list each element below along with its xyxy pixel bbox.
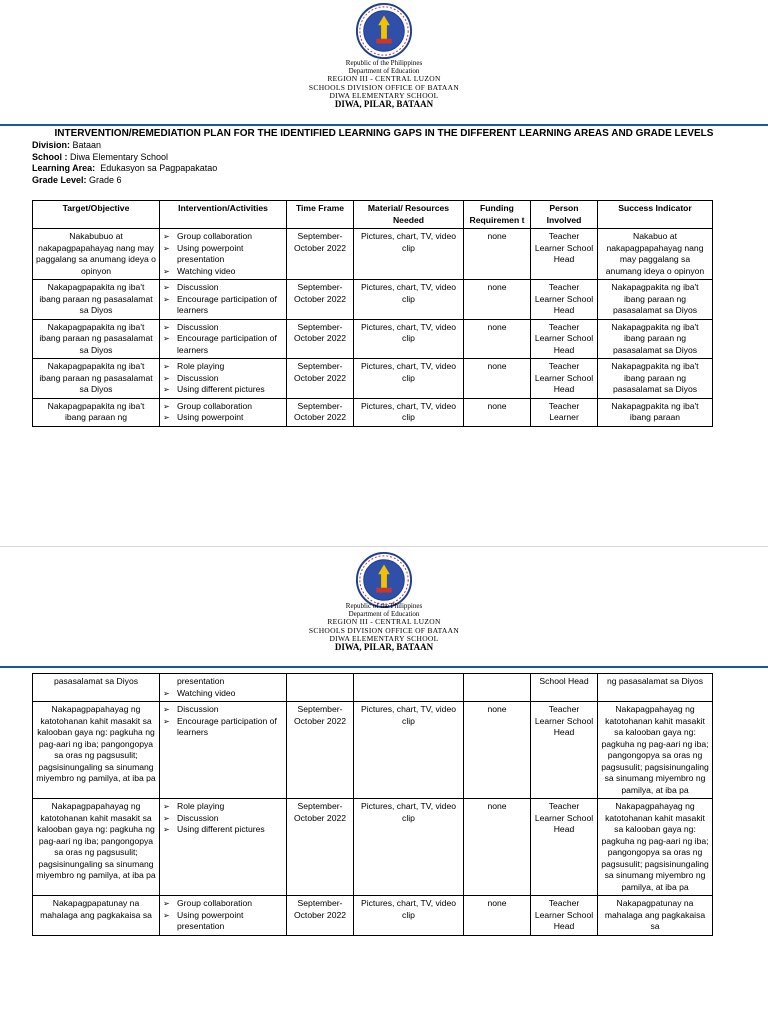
table-row [33, 229, 713, 280]
header-funding: Funding Requiremen t [464, 201, 531, 229]
deped-seal-logo [355, 551, 413, 609]
grade-level-row [32, 175, 217, 187]
interventions-cell [160, 799, 287, 896]
department-line: Department of Education [348, 609, 420, 618]
region-line: REGION III - CENTRAL LUZON [327, 74, 441, 84]
header-divider [0, 666, 768, 668]
persons-cell: Teacher Learner [531, 398, 598, 426]
materials-cell: Pictures, chart, TV, video clip [354, 280, 464, 320]
materials-cell: Pictures, chart, TV, video clip [354, 799, 464, 896]
header-time-frame: Time Frame [287, 201, 354, 229]
intervention-item: ➢ Discussion [163, 282, 283, 294]
intervention-item: ➢ Using powerpoint [163, 412, 283, 424]
intervention-item: ➢ Encourage participation of learners [163, 333, 283, 356]
target-objective-cell: Nakapagpapatunay na mahalaga ang pagkakaisa sa [33, 896, 160, 936]
interventions-cell [160, 674, 287, 702]
target-objective-cell: Nakapagpapakita ng iba't ibang paraan ng pasasalamat sa Diyos [33, 319, 160, 359]
plan-table-page-1 [32, 200, 713, 427]
interventions-list [163, 322, 283, 357]
school-line: DIWA ELEMENTARY SCHOOL [329, 90, 439, 100]
school-row [32, 152, 217, 164]
intervention-item: ➢ Encourage participation of learners [163, 716, 283, 739]
target-objective-cell: Nakapagpapahayag ng katotohanan kahit masakit sa kalooban gaya ng: pagkuha ng pag-aari ng iba; pangongopya sa oras ng pagsusulit; pagsisinungaling sa sinumang miyembro ng pamilya, at iba pa [33, 702, 160, 799]
intervention-item: ➢ Discussion [163, 704, 283, 716]
table-body-page-2 [33, 674, 713, 936]
interventions-cell [160, 896, 287, 936]
division-office-line: SCHOOLS DIVISION OFFICE OF BATAAN [308, 82, 460, 92]
grade-level-value: Grade 6 [89, 174, 122, 185]
interventions-cell [160, 229, 287, 280]
intervention-item: ➢ Group collaboration [163, 231, 283, 243]
header-target: Target/Objective [33, 201, 160, 229]
intervention-item: ➢ Group collaboration [163, 898, 283, 910]
table-row [33, 799, 713, 896]
intervention-item: ➢ Discussion [163, 813, 283, 825]
interventions-list [163, 801, 283, 836]
republic-line: Republic of the Philippines [345, 602, 423, 610]
time-frame-cell [287, 674, 354, 702]
table-body-page-1 [33, 229, 713, 427]
target-objective-cell: pasasalamat sa Diyos [33, 674, 160, 702]
persons-cell: Teacher Learner School Head [531, 229, 598, 280]
success-indicator-cell: ng pasasalamat sa Diyos [598, 674, 713, 702]
intervention-item: ➢ Watching video [163, 266, 283, 278]
division-office-line: SCHOOLS DIVISION OFFICE OF BATAAN [308, 625, 460, 635]
letterhead [0, 603, 768, 653]
table-row [33, 674, 713, 702]
funding-cell: none [464, 319, 531, 359]
table-row [33, 319, 713, 359]
intervention-item: ➢ Discussion [163, 322, 283, 334]
time-frame-cell: September- October 2022 [287, 359, 354, 399]
table-row [33, 702, 713, 799]
success-indicator-cell: Nakapagpakita ng iba't ibang paraan ng pasasalamat sa Diyos [598, 359, 713, 399]
time-frame-cell: September- October 2022 [287, 702, 354, 799]
header-materials: Material/ Resources Needed [354, 201, 464, 229]
funding-cell: none [464, 896, 531, 936]
learning-area-value: Edukasyon sa Pagpapakatao [100, 163, 218, 173]
funding-cell: none [464, 799, 531, 896]
division-row [32, 140, 217, 152]
materials-cell: Pictures, chart, TV, video clip [354, 229, 464, 280]
success-indicator-cell: Nakapagpahayag ng katotohanan kahit masakit sa kalooban gaya ng: pagkuha ng pag-aari ng iba; pangongopya sa oras ng pagsusulit; pagsisinungaling sa sinumang miyembro ng pamilya, at iba pa [598, 799, 713, 896]
time-frame-cell: September- October 2022 [287, 229, 354, 280]
intervention-item: ➢ Using different pictures [163, 384, 283, 396]
division-value: Bataan [72, 140, 102, 150]
materials-cell: Pictures, chart, TV, video clip [354, 398, 464, 426]
funding-cell: none [464, 280, 531, 320]
target-objective-cell: Nakapagpapakita ng iba't ibang paraan ng [33, 398, 160, 426]
letterhead [0, 60, 768, 110]
target-objective-cell: Nakabubuo at nakapagpapahayag nang may paggalang sa anumang ideya o opinyon [33, 229, 160, 280]
interventions-list [163, 704, 283, 739]
deped-seal-logo [355, 2, 413, 60]
table-header-row [33, 201, 713, 229]
interventions-list [163, 282, 283, 317]
persons-cell: Teacher Learner School Head [531, 319, 598, 359]
intervention-item: ➢ Discussion [163, 373, 283, 385]
funding-cell [464, 674, 531, 702]
table-row [33, 896, 713, 936]
address-line: DIWA, PILAR, BATAAN [334, 642, 434, 653]
success-indicator-cell: Nakapagpakita ng iba't ibang paraan [598, 398, 713, 426]
interventions-list [163, 401, 283, 424]
header-persons: Person Involved [531, 201, 598, 229]
school-label: School : [32, 151, 68, 162]
intervention-item: ➢ Encourage participation of learners [163, 294, 283, 317]
funding-cell: none [464, 398, 531, 426]
persons-cell: Teacher Learner School Head [531, 896, 598, 936]
table-row [33, 398, 713, 426]
time-frame-cell: September- October 2022 [287, 896, 354, 936]
persons-cell: Teacher Learner School Head [531, 359, 598, 399]
intervention-item: ➢ Group collaboration [163, 401, 283, 413]
time-frame-cell: September- October 2022 [287, 280, 354, 320]
time-frame-cell: September- October 2022 [287, 398, 354, 426]
interventions-cell [160, 319, 287, 359]
materials-cell: Pictures, chart, TV, video clip [354, 702, 464, 799]
plan-table-page-2 [32, 673, 713, 936]
plan-meta [32, 140, 217, 186]
school-value: Diwa Elementary School [70, 151, 169, 162]
document-page-2 [0, 546, 768, 1025]
grade-level-label: Grade Level: [32, 174, 87, 185]
interventions-list [163, 361, 283, 396]
republic-line: Republic of the Philippines [345, 59, 423, 67]
header-success-indicator: Success Indicator [598, 201, 713, 229]
success-indicator-cell: Nakapagpakita ng iba't ibang paraan ng pasasalamat sa Diyos [598, 280, 713, 320]
table-row [33, 280, 713, 320]
address-line: DIWA, PILAR, BATAAN [334, 99, 434, 110]
interventions-cell [160, 359, 287, 399]
intervention-item: presentation [177, 676, 225, 686]
persons-cell: Teacher Learner School Head [531, 280, 598, 320]
time-frame-cell: September- October 2022 [287, 319, 354, 359]
header-interventions: Intervention/Activities [160, 201, 287, 229]
materials-cell: Pictures, chart, TV, video clip [354, 896, 464, 936]
intervention-item: ➢ Using powerpoint presentation [163, 243, 283, 266]
intervention-item: ➢ Role playing [163, 361, 283, 373]
materials-cell [354, 674, 464, 702]
success-indicator-cell: Nakapagpakita ng iba't ibang paraan ng pasasalamat sa Diyos [598, 319, 713, 359]
funding-cell: none [464, 229, 531, 280]
header-divider [0, 124, 768, 126]
learning-area-row [32, 163, 217, 175]
department-line: Department of Education [348, 66, 420, 75]
time-frame-cell: September- October 2022 [287, 799, 354, 896]
interventions-list [163, 898, 283, 933]
success-indicator-cell: Nakapagpahayag ng katotohanan kahit masakit sa kalooban gaya ng: pagkuha ng pag-aari ng iba; pangongopya sa oras ng pagsusulit; pagsisinungaling sa sinumang miyembro ng pamilya, at iba pa [598, 702, 713, 799]
interventions-cell [160, 702, 287, 799]
intervention-item: ➢ Watching video [163, 688, 283, 700]
materials-cell: Pictures, chart, TV, video clip [354, 319, 464, 359]
intervention-item: ➢ Role playing [163, 801, 283, 813]
table-row [33, 359, 713, 399]
funding-cell: none [464, 702, 531, 799]
learning-area-label: Learning Area: [32, 163, 96, 173]
persons-cell: Teacher Learner School Head [531, 799, 598, 896]
target-objective-cell: Nakapagpapakita ng iba't ibang paraan ng pasasalamat sa Diyos [33, 280, 160, 320]
intervention-item: ➢ Using powerpoint presentation [163, 910, 283, 933]
target-objective-cell: Nakapagpapahayag ng katotohanan kahit masakit sa kalooban gaya ng: pagkuha ng pag-aari ng iba; pangongopya sa oras ng pagsusulit; pagsisinungaling sa sinumang miyembro ng pamilya, at iba pa [33, 799, 160, 896]
persons-cell: School Head [531, 674, 598, 702]
intervention-item: ➢ Using different pictures [163, 824, 283, 836]
success-indicator-cell: Nakabuo at nakapagpapahayag nang may paggalang sa anumang ideya o opinyon [598, 229, 713, 280]
interventions-cell [160, 398, 287, 426]
interventions-list [163, 676, 283, 699]
school-line: DIWA ELEMENTARY SCHOOL [329, 633, 439, 643]
materials-cell: Pictures, chart, TV, video clip [354, 359, 464, 399]
region-line: REGION III - CENTRAL LUZON [327, 617, 441, 627]
persons-cell: Teacher Learner School Head [531, 702, 598, 799]
target-objective-cell: Nakapagpapakita ng iba't ibang paraan ng pasasalamat sa Diyos [33, 359, 160, 399]
interventions-cell [160, 280, 287, 320]
plan-title: INTERVENTION/REMEDIATION PLAN FOR THE IDENTIFIED LEARNING GAPS IN THE DIFFERENT LEARNING AREAS AND GRADE LEVELS [54, 128, 714, 139]
success-indicator-cell: Nakapagpatunay na mahalaga ang pagkakaisa sa [598, 896, 713, 936]
interventions-list [163, 231, 283, 277]
funding-cell: none [464, 359, 531, 399]
division-label: Division: [32, 140, 71, 150]
